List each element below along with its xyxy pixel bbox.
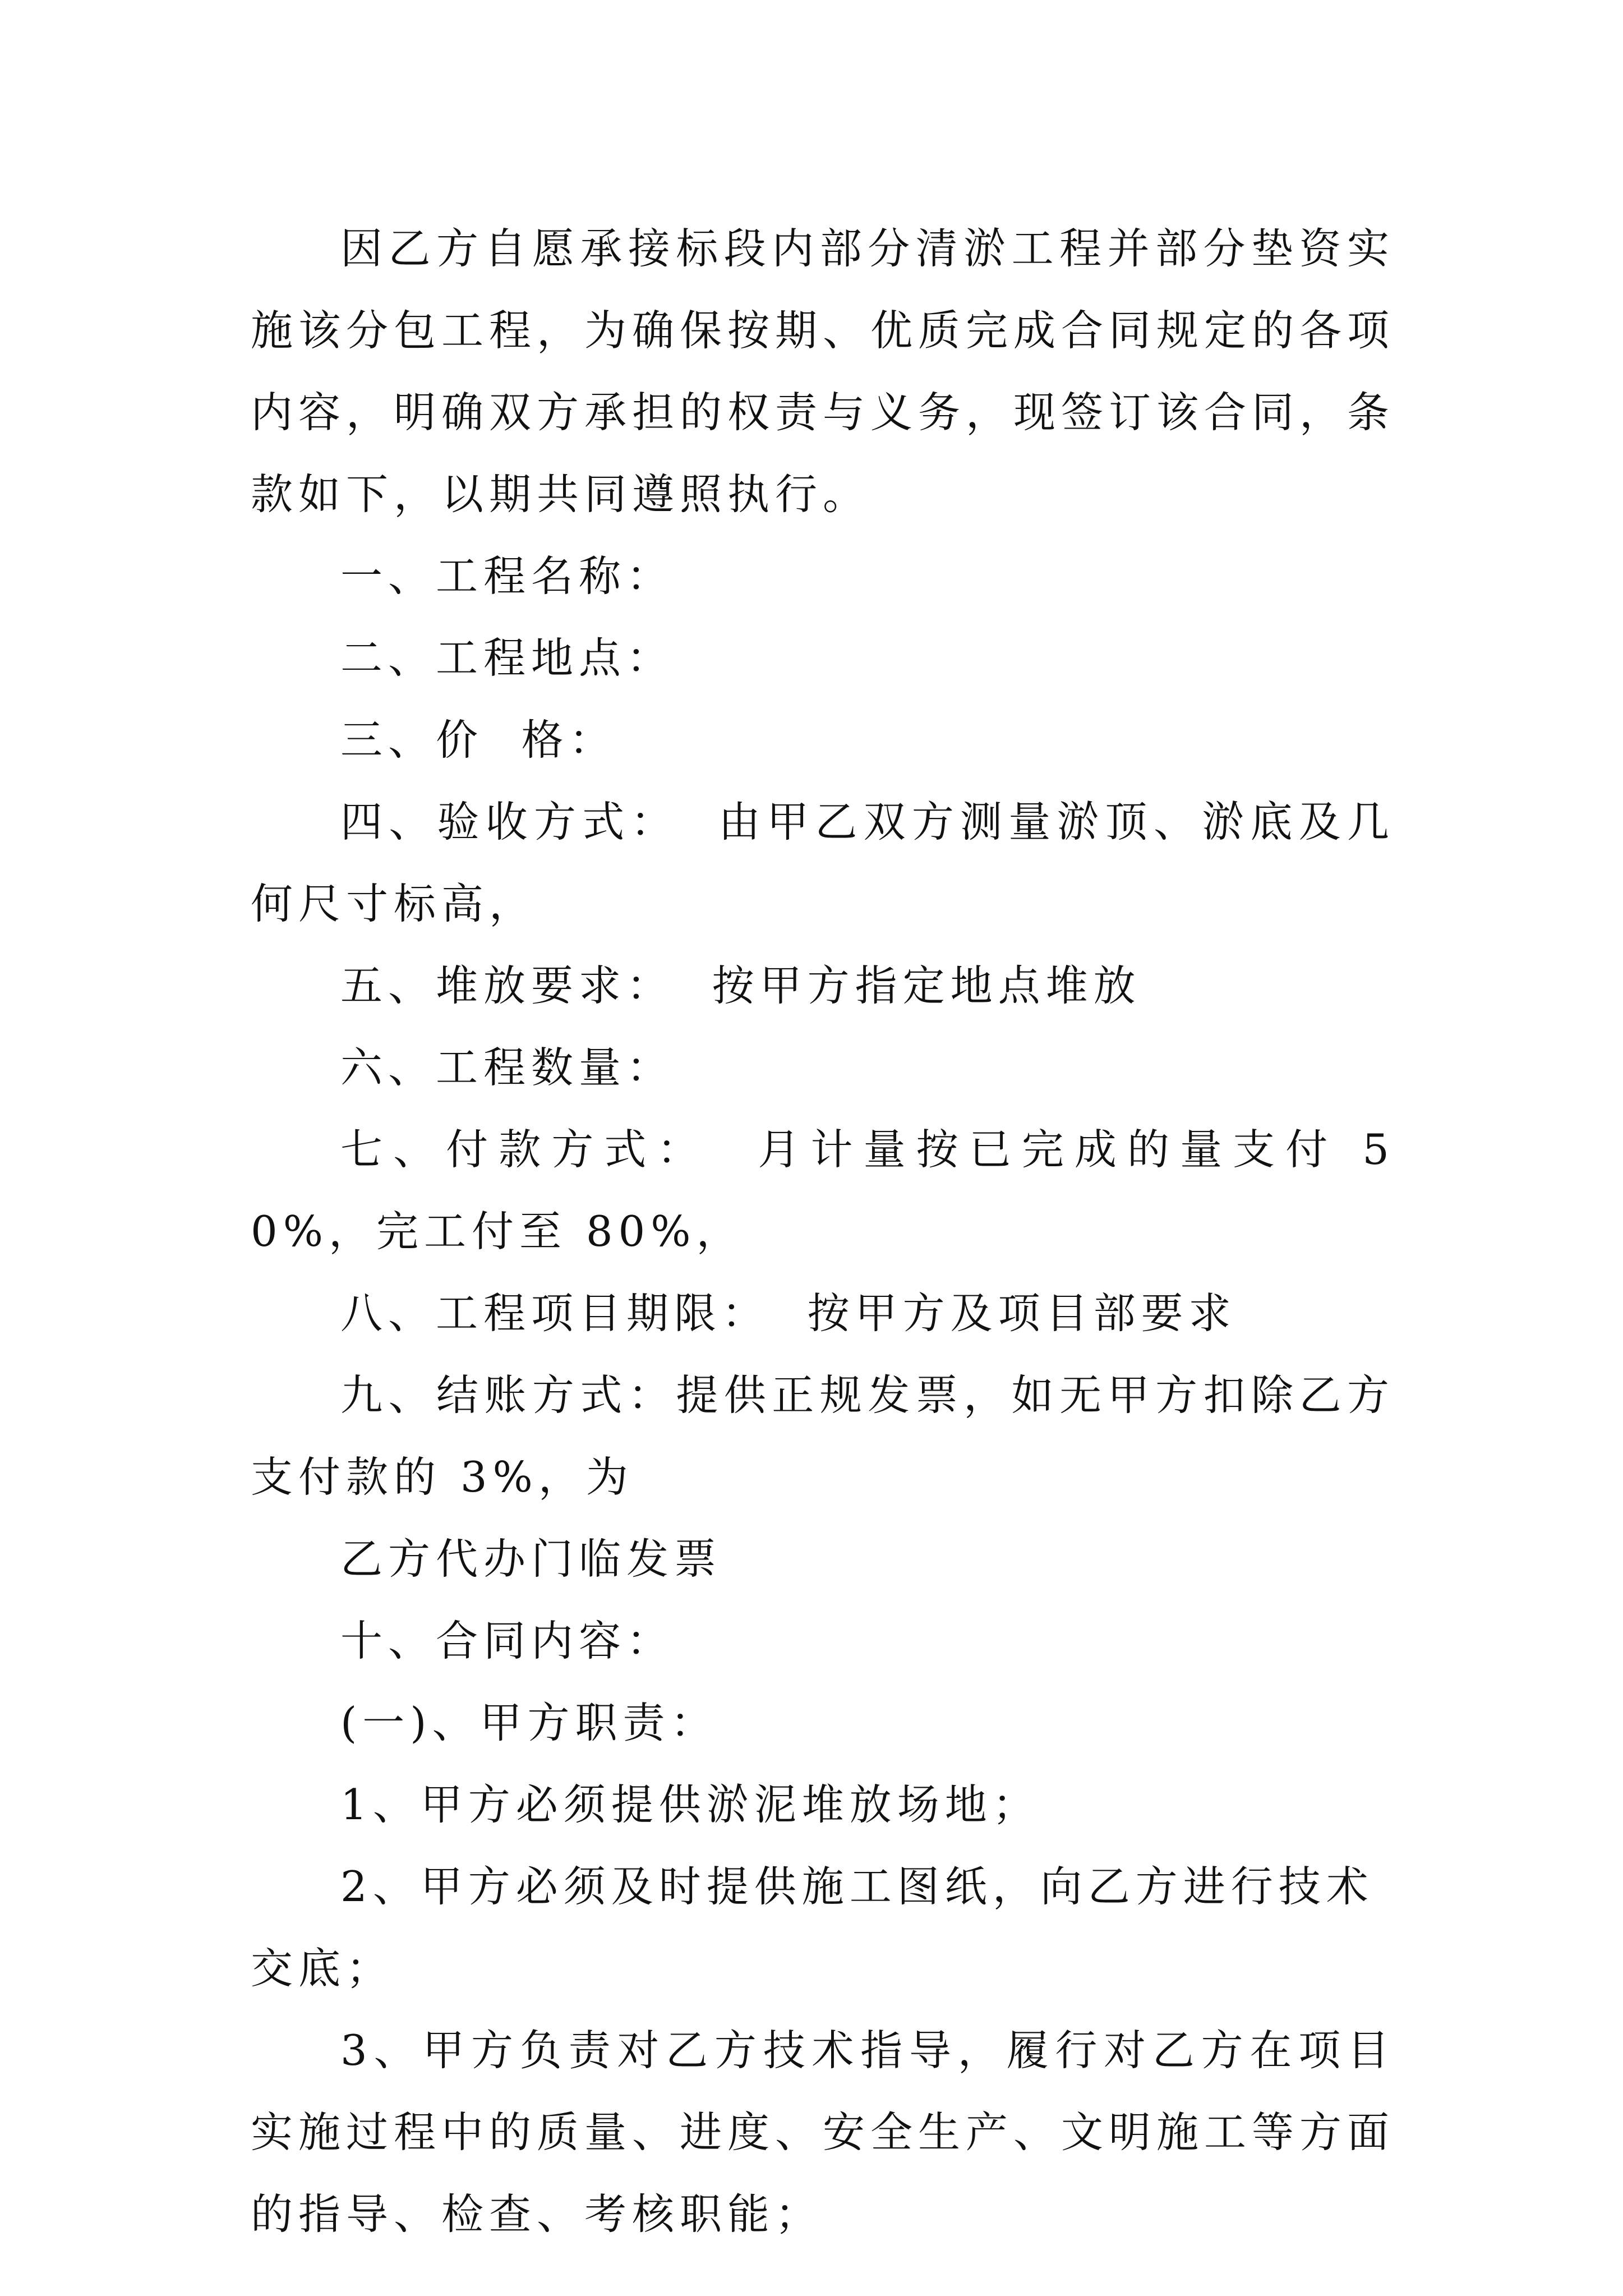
duty-item-1: 1、甲方必须提供淤泥堆放场地； bbox=[340, 1780, 1040, 1829]
section-party-a-duties: (一)、甲方职责： bbox=[340, 1698, 718, 1747]
settlement-continuation: 乙方代办门临发票 bbox=[340, 1534, 722, 1584]
contract-body bbox=[251, 208, 1395, 2255]
clause-project-term: 八、工程项目期限： 按甲方及项目部要求 bbox=[340, 1289, 1237, 1338]
clause-project-location: 二、工程地点： bbox=[340, 633, 675, 683]
duty-item-2: 2、甲方必须及时提供施工图纸，向乙方进行技术交底； bbox=[251, 1862, 1374, 1993]
clause-payment-method: 七、付款方式： 月计量按已完成的量支付 50%，完工付至 80%， bbox=[251, 1125, 1395, 1256]
clause-project-name: 一、工程名称： bbox=[340, 551, 675, 601]
intro-paragraph: 因乙方自愿承接标段内部分清淤工程并部分垫资实施该分包工程，为确保按期、优质完成合同规定的各项内容，明确双方承担的权责与义务，现签订该合同，条款如下，以期共同遵照执行。 bbox=[251, 224, 1395, 519]
clause-project-quantity: 六、工程数量： bbox=[340, 1043, 675, 1092]
duty-item-3: 3、甲方负责对乙方技术指导，履行对乙方在项目实施过程中的质量、进度、安全生产、文明施工等方面的指导、检查、考核职能； bbox=[251, 2026, 1395, 2239]
clause-stacking-requirement: 五、堆放要求： 按甲方指定地点堆放 bbox=[340, 961, 1141, 1010]
clause-price: 三、价 格： bbox=[340, 715, 617, 765]
clause-acceptance-method: 四、验收方式： 由甲乙双方测量淤顶、淤底及几何尺寸标高， bbox=[251, 797, 1395, 928]
clause-contract-content: 十、合同内容： bbox=[340, 1616, 675, 1665]
clause-settlement-method: 九、结账方式：提供正规发票，如无甲方扣除乙方支付款的 3%，为 bbox=[251, 1370, 1395, 1502]
